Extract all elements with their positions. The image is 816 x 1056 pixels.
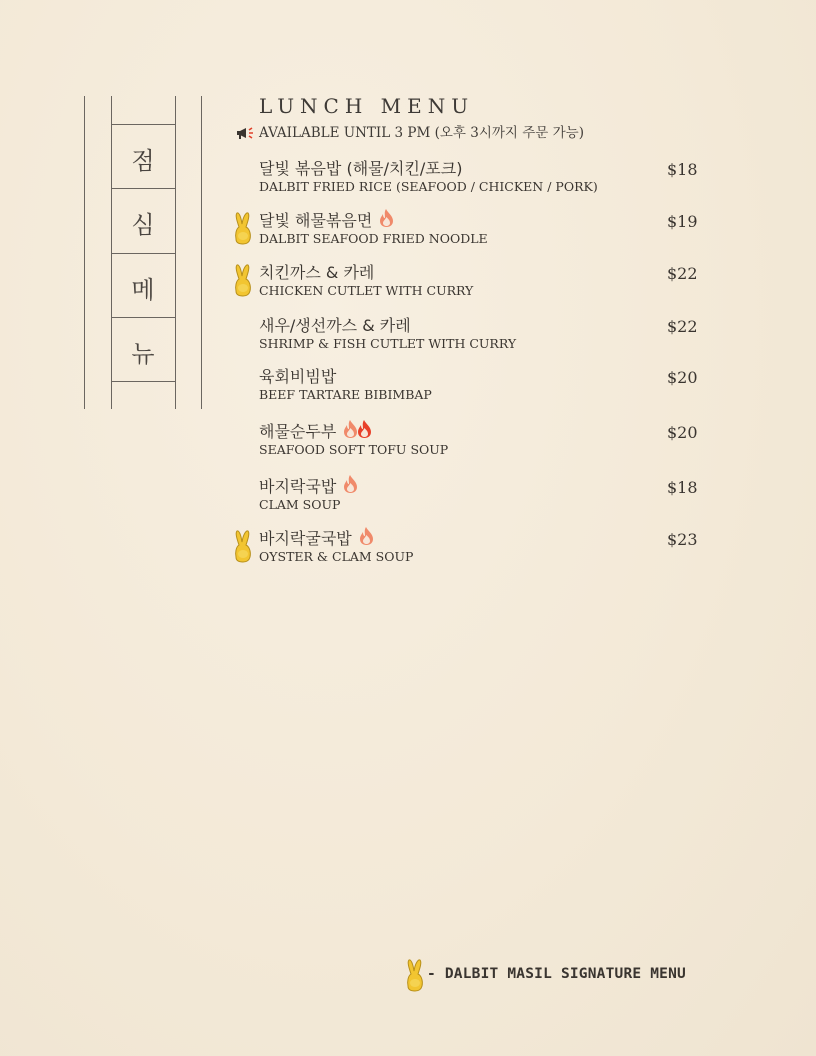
menu-item-price: $19	[667, 212, 698, 231]
side-border-right	[175, 96, 176, 409]
menu-title: LUNCH MENU	[259, 94, 475, 118]
rabbit-icon	[233, 211, 253, 245]
menu-item-english-name: DALBIT FRIED RICE (SEAFOOD / CHICKEN / PORK)	[259, 179, 598, 194]
menu-item-price: $18	[667, 478, 698, 497]
side-divider	[111, 188, 175, 189]
menu-item-korean-text: 치킨까스 & 카레	[259, 263, 375, 282]
menu-item-price: $22	[667, 264, 698, 283]
menu-item-english-name: OYSTER & CLAM SOUP	[259, 549, 414, 564]
menu-item-korean-text: 달빛 해물볶음면	[259, 211, 373, 230]
menu-item-price: $18	[667, 160, 698, 179]
menu-item-english-name: CHICKEN CUTLET WITH CURRY	[259, 283, 474, 298]
menu-item	[259, 156, 709, 200]
flame-icon	[358, 526, 375, 546]
flame-icon	[378, 208, 395, 228]
spicy-indicator	[342, 474, 359, 498]
spicy-indicator	[342, 419, 373, 443]
legend-text: - DALBIT MASIL SIGNATURE MENU	[427, 966, 686, 982]
menu-item-price: $22	[667, 317, 698, 336]
menu-item-korean-name	[259, 526, 375, 550]
menu-item-english-name: SHRIMP & FISH CUTLET WITH CURRY	[259, 336, 517, 351]
side-border-outer-right	[201, 96, 202, 409]
side-divider	[111, 253, 175, 254]
side-char: 메	[131, 276, 155, 304]
menu-item	[259, 313, 709, 357]
side-divider	[111, 124, 175, 125]
rabbit-icon	[233, 263, 253, 297]
menu-item-korean-text: 육회비빔밥	[259, 367, 337, 386]
menu-item-korean-name	[259, 260, 374, 283]
flame-icon	[342, 474, 359, 494]
menu-item-korean-name	[259, 313, 411, 336]
menu-item-korean-text: 해물순두부	[259, 422, 337, 441]
megaphone-icon	[235, 125, 257, 139]
availability-note: AVAILABLE UNTIL 3 PM (오후 3시까지 주문 가능)	[259, 125, 584, 141]
spicy-indicator	[378, 208, 395, 232]
menu-item-price: $23	[667, 530, 698, 549]
menu-item-price: $20	[667, 368, 698, 387]
menu-item-korean-name	[259, 156, 462, 179]
menu-item-korean-name	[259, 474, 359, 498]
menu-item-english-name: BEEF TARTARE BIBIMBAP	[259, 387, 432, 402]
menu-item-korean-name	[259, 419, 373, 443]
signature-legend	[405, 958, 705, 994]
rabbit-icon	[233, 529, 253, 563]
menu-item	[259, 419, 709, 463]
rabbit-icon	[405, 958, 425, 992]
menu-item-korean-text: 달빛 볶음밥 (해물/치킨/포크)	[259, 159, 463, 178]
side-divider	[111, 317, 175, 318]
spicy-indicator	[358, 526, 375, 550]
side-char: 심	[131, 211, 155, 239]
menu-item	[259, 364, 709, 408]
menu-item-korean-name	[259, 208, 395, 232]
menu-item-english-name: CLAM SOUP	[259, 497, 341, 512]
menu-item-korean-text: 새우/생선까스 & 카레	[259, 316, 411, 335]
menu-item-english-name: SEAFOOD SOFT TOFU SOUP	[259, 442, 449, 457]
side-border-outer-left	[84, 96, 85, 409]
side-divider	[111, 381, 175, 382]
menu-item	[259, 208, 709, 252]
side-char: 뉴	[131, 340, 155, 368]
menu-item-english-name: DALBIT SEAFOOD FRIED NOODLE	[259, 231, 488, 246]
menu-item-price: $20	[667, 423, 698, 442]
flame-icon	[356, 419, 373, 439]
menu-item	[259, 260, 709, 304]
side-char: 점	[131, 147, 155, 175]
menu-item-korean-text: 바지락굴국밥	[259, 529, 352, 548]
menu-item	[259, 526, 709, 570]
menu-item-korean-name	[259, 364, 336, 387]
menu-item	[259, 474, 709, 518]
menu-item-korean-text: 바지락국밥	[259, 477, 337, 496]
